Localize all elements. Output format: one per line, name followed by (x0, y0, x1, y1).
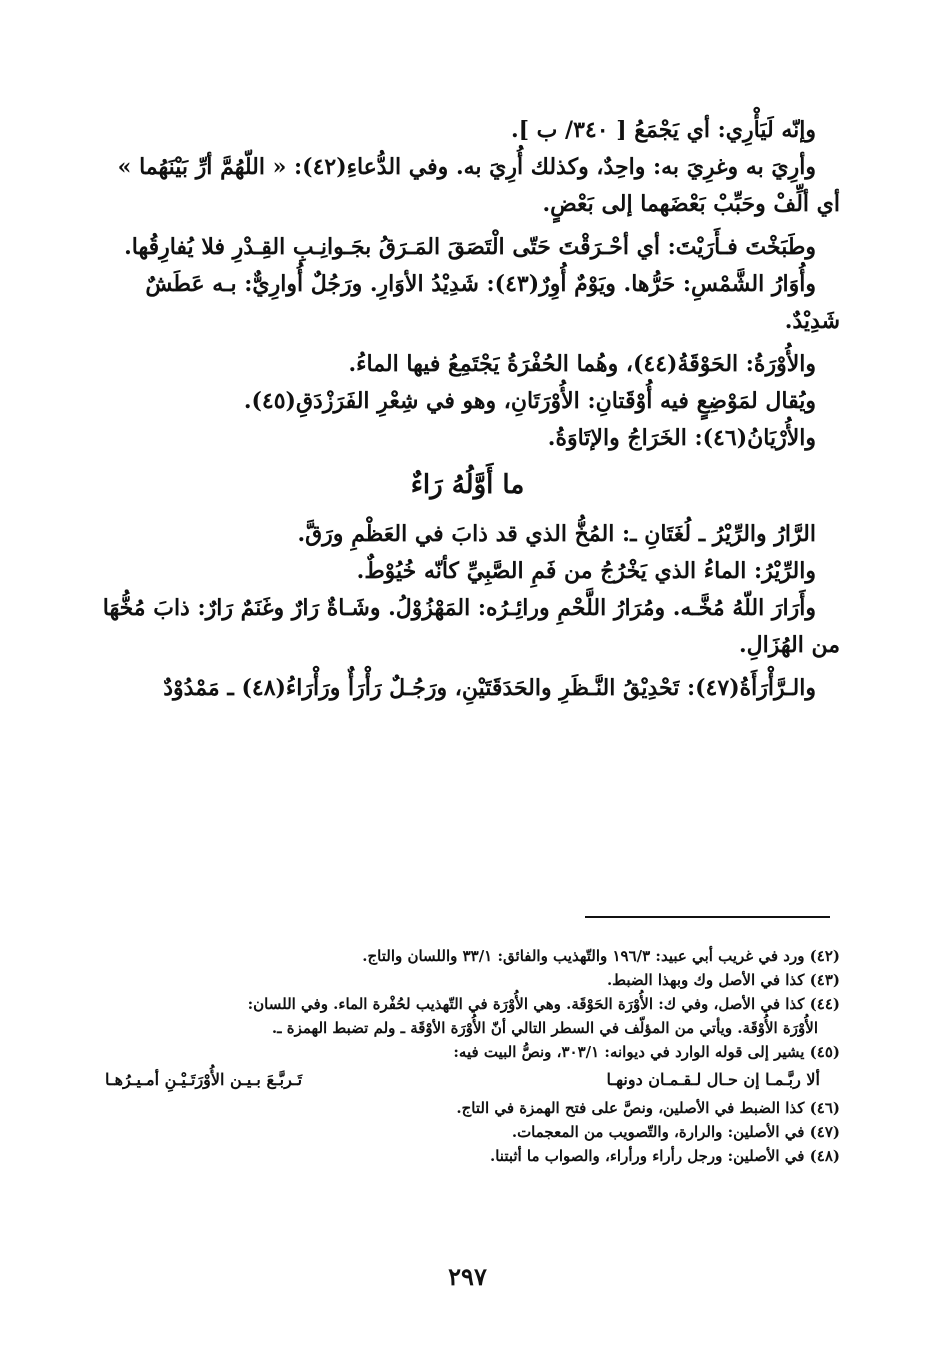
verse-hemistich-first: ألا ربَّـمـا إن حـال لـقـمـان دونهـا (606, 1070, 820, 1089)
footnotes (95, 944, 840, 1168)
footnote: (٤٢) ورد في غريب أبي عبيد: ١٩٦/٣ والتّهذيب والفائق: ٣٣/١ واللسان والتاج. (362, 947, 840, 965)
footnote: (٤٥) يشير إلى قوله الوارد في ديوانه: ٣٠٣/١، ونصُّ البيت فيه: (453, 1043, 840, 1061)
main-text (95, 112, 840, 707)
paragraph: ويُقال لمَوْضِعٍ فيه أُوْقَتانِ: الأُوْرَتَانِ، وهو في شِعْرِ الفَرَزْدَقِ(٤٥). (243, 388, 816, 414)
footnote: (٤٨) في الأصلين: ورجل رأراء ورأراء، والصواب ما أثبتنا. (490, 1147, 840, 1165)
paragraph: والأُوْرَةُ: الحَوْقَةُ(٤٤)، وهُما الحُفْرَةُ يَجْتَمِعُ فيها الماءُ. (348, 351, 816, 377)
paragraph: وأُوَارُ الشَّمْسِ: حَرُّها. ويَوْمٌ أُوِرٌ(٤٣): شَدِيْدُ الأوَارِ. ورَجُلٌ أُوارِيٌّ: بـه عَطَشٌ شَدِيْدٌ. (145, 271, 840, 334)
verse-hemistich-second: تَـربَّـعَ بـيـن الأُوْرَتَـيْـنِ أمـيـرُهـا (105, 1070, 303, 1089)
footnote-separator (585, 916, 830, 918)
paragraph: الرَّارُ والرِّيْرُ ـ لُغَتَانِ ـ: المُخُّ الذي قد ذابَ في العَظْمِ ورَقَّ. (297, 521, 816, 547)
footnote: (٤٦) كذا الضبط في الأصلين، ونصَّ على فتح الهمزة في التاج. (456, 1099, 840, 1117)
paragraph: وطَبَخْتَ فـأَرَيْتَ: أي أحْـرَقْتَ حَتّى الْتَصَقَ المَـرَقُ بجَـوانِـبِ القِـدْرِ فلا يُفارِقُها. (124, 234, 816, 260)
paragraph: وأَرَارَ اللّهُ مُخَّـه. ومُرَارُ اللَّحْمِ ورائِـرُه: المَهْزُوْلُ. وشَـاةٌ رَارٌ وغَنَمٌ رَارٌ: ذابَ مُخُّهَا من الهُزَالِ. (102, 595, 840, 658)
paragraph: والـرَّأْرَأَةُ(٤٧): تَحْدِيْقُ النَّـظَرِ والحَدَقَتَيْنِ، ورَجُـلٌ رَأْرَأٌ ورَأْرَاءُ(٤٨) ـ مَمْدُوْدٌ (163, 675, 816, 701)
paragraph: والأُرْيَانُ(٤٦): الخَرَاجُ والإتَاوَةُ. (547, 425, 816, 451)
paragraph: وإنّه لَيَأْرِي: أي يَجْمَعُ [ ٣٤٠/ ب ]. (510, 117, 816, 143)
footnote-continuation: الأُوْرَة الأُوْقَة. ويأتي من المؤلّف في السطر التالي أنّ الأُوْرَة الأوْقَة ـ ولم تضبط الهمزة ـ. (271, 1019, 818, 1037)
paragraph: وأرِيَ به وغرِيَ به: واحِدٌ، وكذلك أُرِيَ به. وفي الدُّعاءِ(٤٢): « اللّهُمَّ أرِّ بَيْنَهُما » أي ألِّفْ وحَبِّبْ بَعْضَهما إلى بَعْضٍ. (117, 154, 840, 217)
page-number: ٢٩٧ (448, 1262, 487, 1291)
footnote: (٤٧) في الأصلين: والرارة، والتّصويب من المعجمات. (511, 1123, 840, 1141)
section-heading: ما أَوَّلُهُ رَاءٌ (410, 470, 525, 500)
paragraph: والرِّيْرُ: الماءُ الذي يَخْرُجُ من فَمِ الصَّبِيِّ كأنّه خُيُوْطٌ. (356, 558, 816, 584)
poetry-verse (95, 1068, 840, 1092)
footnote: (٤٤) كذا في الأصل، وفي ك: الأُوْرَة الحَوْقَة. وهي الأُوْرَة في التّهذيب لحُفْرة الماء. وفي اللسان: (247, 995, 840, 1013)
footnote: (٤٣) كذا في الأصل وك وبهذا الضبط. (606, 971, 840, 989)
